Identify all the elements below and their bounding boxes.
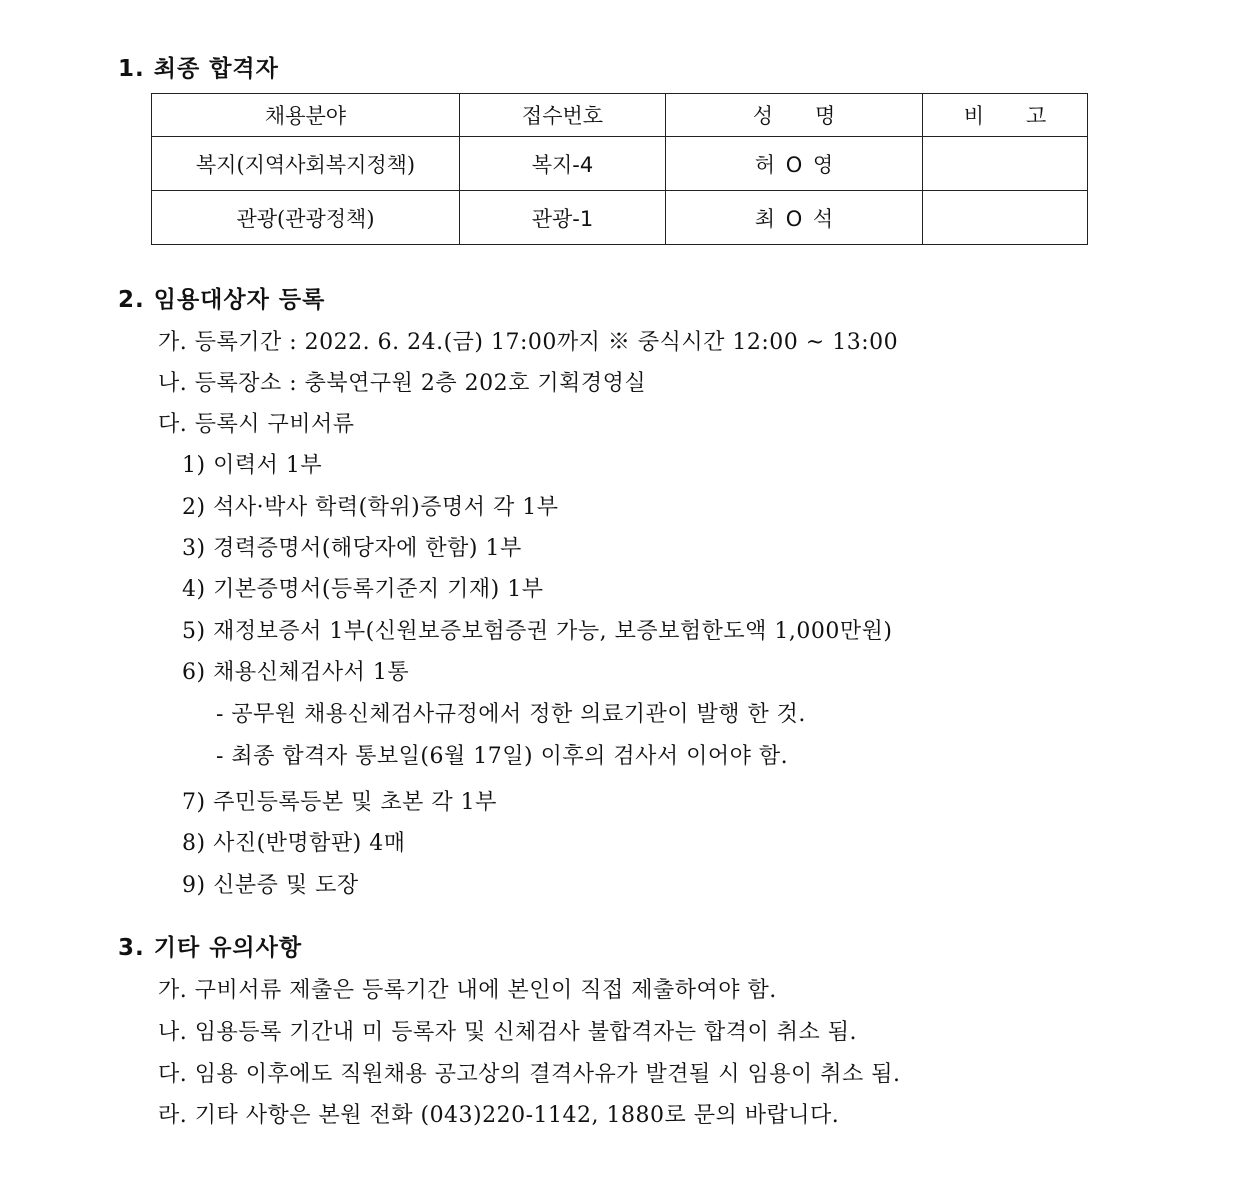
list-item: 8) 사진(반명함판) 4매 [182, 831, 406, 856]
registration-place: 나. 등록장소 : 충북연구원 2층 202호 기획경영실 [158, 371, 647, 396]
table-header-row [152, 94, 1088, 137]
list-item: 2) 석사·박사 학력(학위)증명서 각 1부 [182, 495, 559, 520]
note-item: 가. 구비서류 제출은 등록기간 내에 본인이 직접 제출하여야 함. [158, 978, 777, 1003]
list-subitem: - 최종 합격자 통보일(6월 17일) 이후의 검사서 이어야 함. [216, 744, 789, 769]
list-item: 3) 경력증명서(해당자에 한함) 1부 [182, 536, 522, 561]
section-title-final-applicants: 1. 최종 합격자 [118, 56, 279, 82]
header-number: 접수번호 [460, 94, 666, 137]
header-name: 성 명 [666, 94, 923, 137]
note-item: 나. 임용등록 기간내 미 등록자 및 신체검사 불합격자는 합격이 취소 됨. [158, 1020, 857, 1045]
note-item: 다. 임용 이후에도 직원채용 공고상의 결격사유가 발견될 시 임용이 취소 됨. [158, 1062, 901, 1087]
table-row [152, 137, 1088, 191]
note-item: 라. 기타 사항은 본원 전화 (043)220-1142, 1880로 문의 바랍니다. [158, 1103, 840, 1128]
cell-name: 허 O 영 [666, 137, 923, 191]
list-subitem: - 공무원 채용신체검사규정에서 정한 의료기관이 발행 한 것. [216, 702, 806, 727]
header-field: 채용분야 [152, 94, 460, 137]
final-applicants-table [151, 93, 1088, 245]
header-note: 비 고 [923, 94, 1088, 137]
cell-field: 관광(관광정책) [152, 191, 460, 245]
list-item: 6) 채용신체검사서 1통 [182, 660, 410, 685]
required-documents-heading: 다. 등록시 구비서류 [158, 412, 355, 437]
cell-name: 최 O 석 [666, 191, 923, 245]
list-item: 1) 이력서 1부 [182, 453, 323, 478]
cell-note [923, 137, 1088, 191]
list-item: 7) 주민등록등본 및 초본 각 1부 [182, 790, 497, 815]
list-item: 4) 기본증명서(등록기준지 기재) 1부 [182, 577, 544, 602]
cell-number: 관광-1 [460, 191, 666, 245]
cell-field: 복지(지역사회복지정책) [152, 137, 460, 191]
cell-note [923, 191, 1088, 245]
cell-number: 복지-4 [460, 137, 666, 191]
list-item: 5) 재정보증서 1부(신원보증보험증권 가능, 보증보험한도액 1,000만원) [182, 619, 893, 644]
list-item: 9) 신분증 및 도장 [182, 873, 359, 898]
section-title-other-notes: 3. 기타 유의사항 [118, 935, 303, 961]
registration-period: 가. 등록기간 : 2022. 6. 24.(금) 17:00까지 ※ 중식시간 12:00 ~ 13:00 [158, 330, 899, 355]
section-title-registration: 2. 임용대상자 등록 [118, 287, 326, 313]
table-row [152, 191, 1088, 245]
